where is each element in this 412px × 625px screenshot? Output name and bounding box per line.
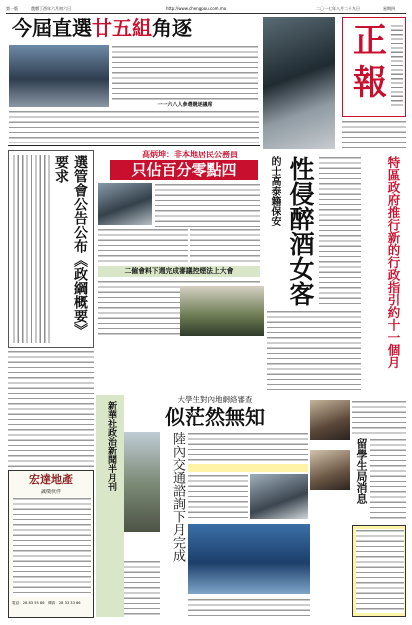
student-photo bbox=[250, 474, 308, 519]
lead-subhead-box: 一一六八人參選競逐議席 bbox=[112, 101, 258, 109]
issue-date: 二〇一七年八月二十九日 bbox=[316, 6, 360, 11]
bottom-headline: 似茫然無知 bbox=[165, 405, 265, 429]
ad-text bbox=[13, 497, 91, 597]
right-bottom-text-2 bbox=[370, 438, 406, 522]
left-col-text-2 bbox=[8, 350, 94, 468]
lead-headline-post: 角逐 bbox=[152, 16, 192, 40]
weekday: 星期四 bbox=[383, 6, 395, 11]
right-bottom-headline: 留學生局消息 bbox=[355, 438, 368, 504]
center-kicker: 高炳坤：非本地居民公務員 bbox=[142, 150, 238, 159]
header-bar bbox=[6, 5, 406, 14]
masthead-title-1: 正 bbox=[353, 22, 387, 60]
masthead bbox=[342, 17, 406, 117]
center-text-1 bbox=[98, 228, 188, 264]
bottom-vhead-left2: 陸內交通諮詢下月完成 bbox=[170, 432, 185, 562]
right-mid-red-headline: 特區政府推行新的行政指引約十一個月 bbox=[386, 156, 401, 369]
casino-photo bbox=[180, 286, 264, 336]
bottom-vhead-green bbox=[96, 395, 124, 617]
bottom-text-2 bbox=[188, 474, 248, 519]
masthead-info bbox=[391, 24, 403, 108]
ad-box bbox=[8, 470, 94, 618]
left-col-text bbox=[12, 155, 52, 343]
right-mid-small-headline: 的士高泰籍保安 bbox=[269, 156, 280, 226]
right-mid-text-2 bbox=[267, 310, 361, 390]
ad-phone[interactable]: 電話：28 83 55 86 傳真：28 33 33 66 bbox=[12, 601, 81, 605]
bottom-photo-2 bbox=[188, 524, 310, 594]
bottom-kicker: 大學生對內地網絡審查 bbox=[177, 395, 253, 404]
center-photo bbox=[98, 183, 152, 225]
center-text-3 bbox=[190, 228, 260, 264]
bottom-vhead-green-text: 新華社政治新聞半月刊 bbox=[106, 401, 116, 491]
bottom-text-1 bbox=[188, 432, 308, 462]
lead-headline-pre: 今屆直選 bbox=[12, 16, 92, 40]
right-mid-headline: 性侵醉酒女客 bbox=[286, 156, 315, 306]
bottom-text-3 bbox=[124, 560, 160, 616]
bottom-text-4 bbox=[188, 598, 310, 617]
portrait-photo-1 bbox=[310, 400, 350, 440]
right-bottom-box-text bbox=[356, 529, 404, 613]
portrait-photo-2 bbox=[310, 450, 350, 490]
lead-headline bbox=[12, 16, 262, 41]
ad-title: 宏達地產 bbox=[29, 473, 73, 486]
center-subhead: 二僱會料下週完成審議控煙法上大會 bbox=[98, 266, 260, 277]
masthead-contacts bbox=[342, 120, 406, 148]
lead-text bbox=[112, 45, 258, 101]
mid-text-a bbox=[195, 150, 265, 151]
divider bbox=[8, 145, 260, 146]
left-col-headline: 選管會公告公布《政綱概要》要求 bbox=[53, 155, 88, 337]
masthead-title-2: 報 bbox=[353, 64, 387, 102]
lead-headline-red: 廿五組 bbox=[92, 16, 152, 40]
lead-photo bbox=[9, 45, 109, 107]
right-mid-text-1 bbox=[319, 156, 361, 306]
arrest-photo bbox=[263, 17, 335, 149]
center-text-2 bbox=[155, 183, 260, 228]
ad-subtitle: 誠徵伙伴 bbox=[40, 489, 61, 495]
right-mid-frame bbox=[263, 152, 406, 392]
lead-subhead: 一六八人參選競逐議席 bbox=[162, 102, 213, 108]
site-url[interactable]: http://www.chengpou.com.mo bbox=[166, 6, 227, 11]
center-headline: 只佔百分零點四 bbox=[110, 160, 258, 180]
page-number: 第一版 bbox=[6, 6, 18, 11]
right-bottom-box bbox=[352, 525, 406, 617]
left-col-frame bbox=[8, 150, 94, 348]
bottom-subhead bbox=[188, 464, 308, 472]
street-photo bbox=[124, 432, 160, 532]
right-bottom-text-1 bbox=[352, 400, 406, 436]
lunar-date: 農曆丁酉年六月初六日 bbox=[31, 6, 71, 11]
lead-text-2 bbox=[9, 110, 259, 143]
